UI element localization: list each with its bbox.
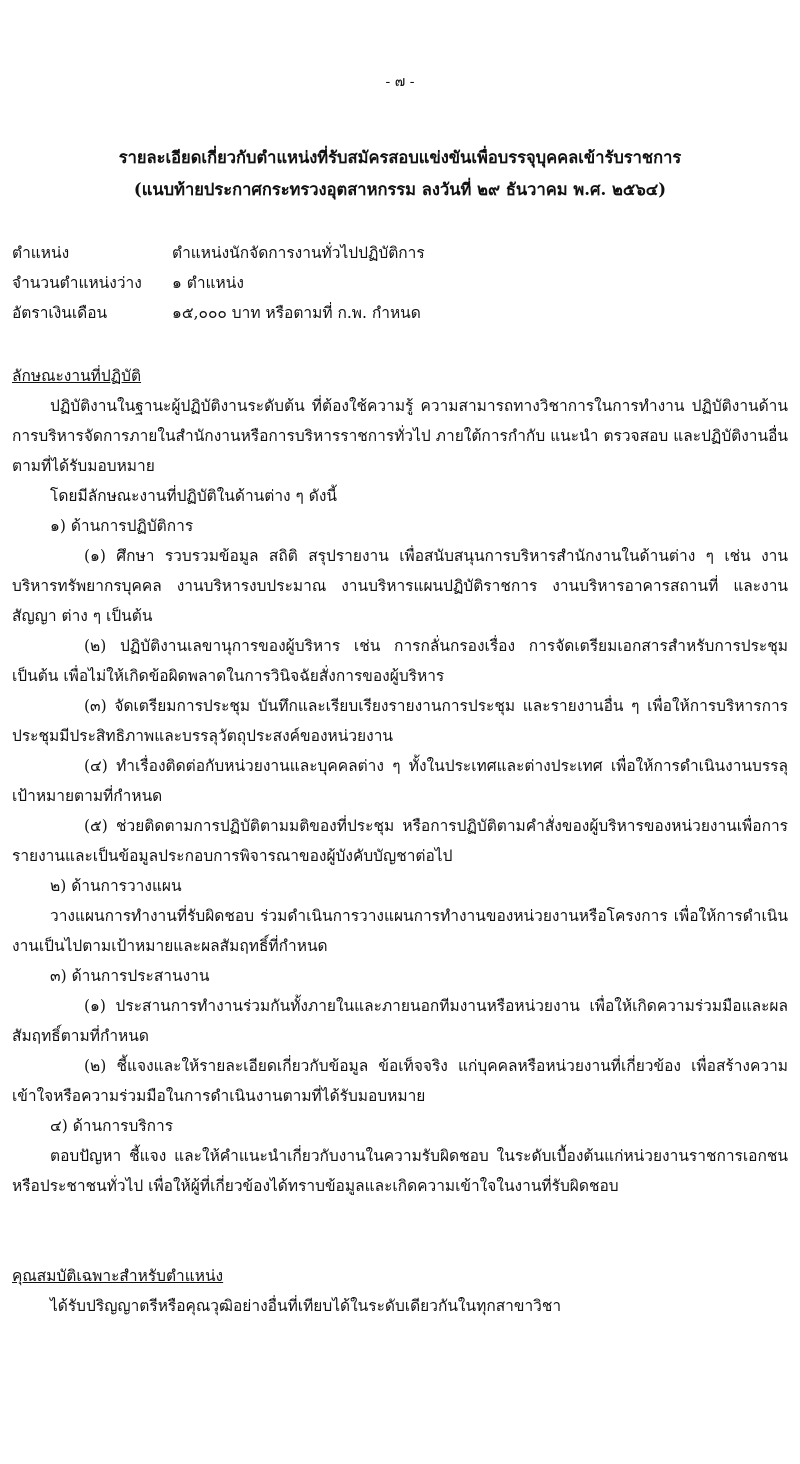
info-value-vacancies: ๑ ตำแหน่ง	[172, 274, 244, 292]
qualifications-text: ได้รับปริญญาตรีหรือคุณวุฒิอย่างอื่นที่เทียบได้ในระดับเดียวกันในทุกสาขาวิชา	[50, 1297, 562, 1315]
operations-item-2: (๒) ปฏิบัติงานเลขานุการของผู้บริหาร เช่น การกลั่นกรองเรื่อง การจัดเตรียมเอกสารสำหรับการประชุม เป็นต้น เพื่อไม่ให้เกิดข้อผิดพลาดในการวินิจฉัยสั่งการของผู้บริหาร	[12, 637, 788, 685]
info-label-position: ตำแหน่ง	[12, 244, 70, 262]
info-label-vacancies: จำนวนตำแหน่งว่าง	[12, 274, 142, 292]
operations-item-3: (๓) จัดเตรียมการประชุม บันทึกและเรียบเรียงรายงานการประชุม และรายงานอื่น ๆ เพื่อให้การบริหารการประชุมมีประสิทธิภาพและบรรลุวัตถุประสงค์ของหน่วยงาน	[12, 697, 788, 745]
area-operations-title: ๑) ด้านการปฏิบัติการ	[50, 517, 194, 535]
document-subtitle: (แนบท้ายประกาศกระทรวงอุตสาหกรรม ลงวันที่ ๒๙ ธันวาคม พ.ศ. ๒๕๖๔)	[133, 180, 667, 199]
area-coordination-title: ๓) ด้านการประสานงาน	[50, 967, 210, 985]
operations-item-1: (๑) ศึกษา รวบรวมข้อมูล สถิติ สรุปรายงาน เพื่อสนับสนุนการบริหารสำนักงานในด้านต่าง ๆ เช่น งานบริหารทรัพยากรบุคคล งานบริหารงบประมาณ งานบริหารแผนปฏิบัติราชการ งานบริหารอาคารสถานที่ และงานสัญญา ต่าง ๆ เป็นต้น	[12, 547, 788, 625]
service-item-1: ตอบปัญหา ชี้แจง และให้คำแนะนำเกี่ยวกับงานในความรับผิดชอบ ในระดับเบื้องต้นแก่หน่วยงานราชการเอกชนหรือประชาชนทั่วไป เพื่อให้ผู้ที่เกี่ยวข้องได้ทราบข้อมูลและเกิดความเข้าใจในงานที่รับผิดชอบ	[12, 1147, 788, 1195]
duties-heading: ลักษณะงานที่ปฏิบัติ	[12, 367, 142, 385]
page-number: - ๗ -	[385, 74, 415, 90]
info-value-salary: ๑๕,๐๐๐ บาท หรือตามที่ ก.พ. กำหนด	[172, 304, 421, 322]
coordination-item-1: (๑) ประสานการทำงานร่วมกันทั้งภายในและภายนอกทีมงานหรือหน่วยงาน เพื่อให้เกิดความร่วมมือและผลสัมฤทธิ์ตามที่กำหนด	[12, 997, 788, 1045]
coordination-item-2: (๒) ชี้แจงและให้รายละเอียดเกี่ยวกับข้อมูล ข้อเท็จจริง แก่บุคคลหรือหน่วยงานที่เกี่ยวข้อง เพื่อสร้างความเข้าใจหรือความร่วมมือในการดำเนินงานตามที่ได้รับมอบหมาย	[12, 1057, 788, 1105]
info-label-salary: อัตราเงินเดือน	[12, 304, 108, 322]
info-value-position: ตำแหน่งนักจัดการงานทั่วไปปฏิบัติการ	[172, 244, 425, 262]
operations-item-5: (๕) ช่วยติดตามการปฏิบัติตามมติของที่ประชุม หรือการปฏิบัติตามคำสั่งของผู้บริหารของหน่วยงานเพื่อการรายงานและเป็นข้อมูลประกอบการพิจารณาของผู้บังคับบัญชาต่อไป	[12, 817, 788, 865]
operations-item-4: (๔) ทำเรื่องติดต่อกับหน่วยงานและบุคคลต่าง ๆ ทั้งในประเทศและต่างประเทศ เพื่อให้การดำเนินงานบรรลุเป้าหมายตามที่กำหนด	[12, 757, 788, 805]
planning-item-1: วางแผนการทำงานที่รับผิดชอบ ร่วมดำเนินการวางแผนการทำงานของหน่วยงานหรือโครงการ เพื่อให้การดำเนินงานเป็นไปตามเป้าหมายและผลสัมฤทธิ์ที่กำหนด	[12, 907, 788, 955]
area-planning-title: ๒) ด้านการวางแผน	[50, 877, 182, 895]
qualifications-heading: คุณสมบัติเฉพาะสำหรับตำแหน่ง	[12, 1267, 224, 1285]
document-title: รายละเอียดเกี่ยวกับตำแหน่งที่รับสมัครสอบแข่งขันเพื่อบรรจุบุคคลเข้ารับราชการ	[118, 148, 682, 167]
duties-intro: ปฏิบัติงานในฐานะผู้ปฏิบัติงานระดับต้น ที่ต้องใช้ความรู้ ความสามารถทางวิชาการในการทำงาน ปฏิบัติงานด้านการบริหารจัดการภายในสำนักงานหรือการบริหารราชการทั่วไป ภายใต้การกำกับ แนะนำ ตรวจสอบ และปฏิบัติงานอื่นตามที่ได้รับมอบหมาย	[12, 397, 788, 475]
duties-lead: โดยมีลักษณะงานที่ปฏิบัติในด้านต่าง ๆ ดังนี้	[50, 487, 338, 505]
area-service-title: ๔) ด้านการบริการ	[50, 1117, 174, 1135]
